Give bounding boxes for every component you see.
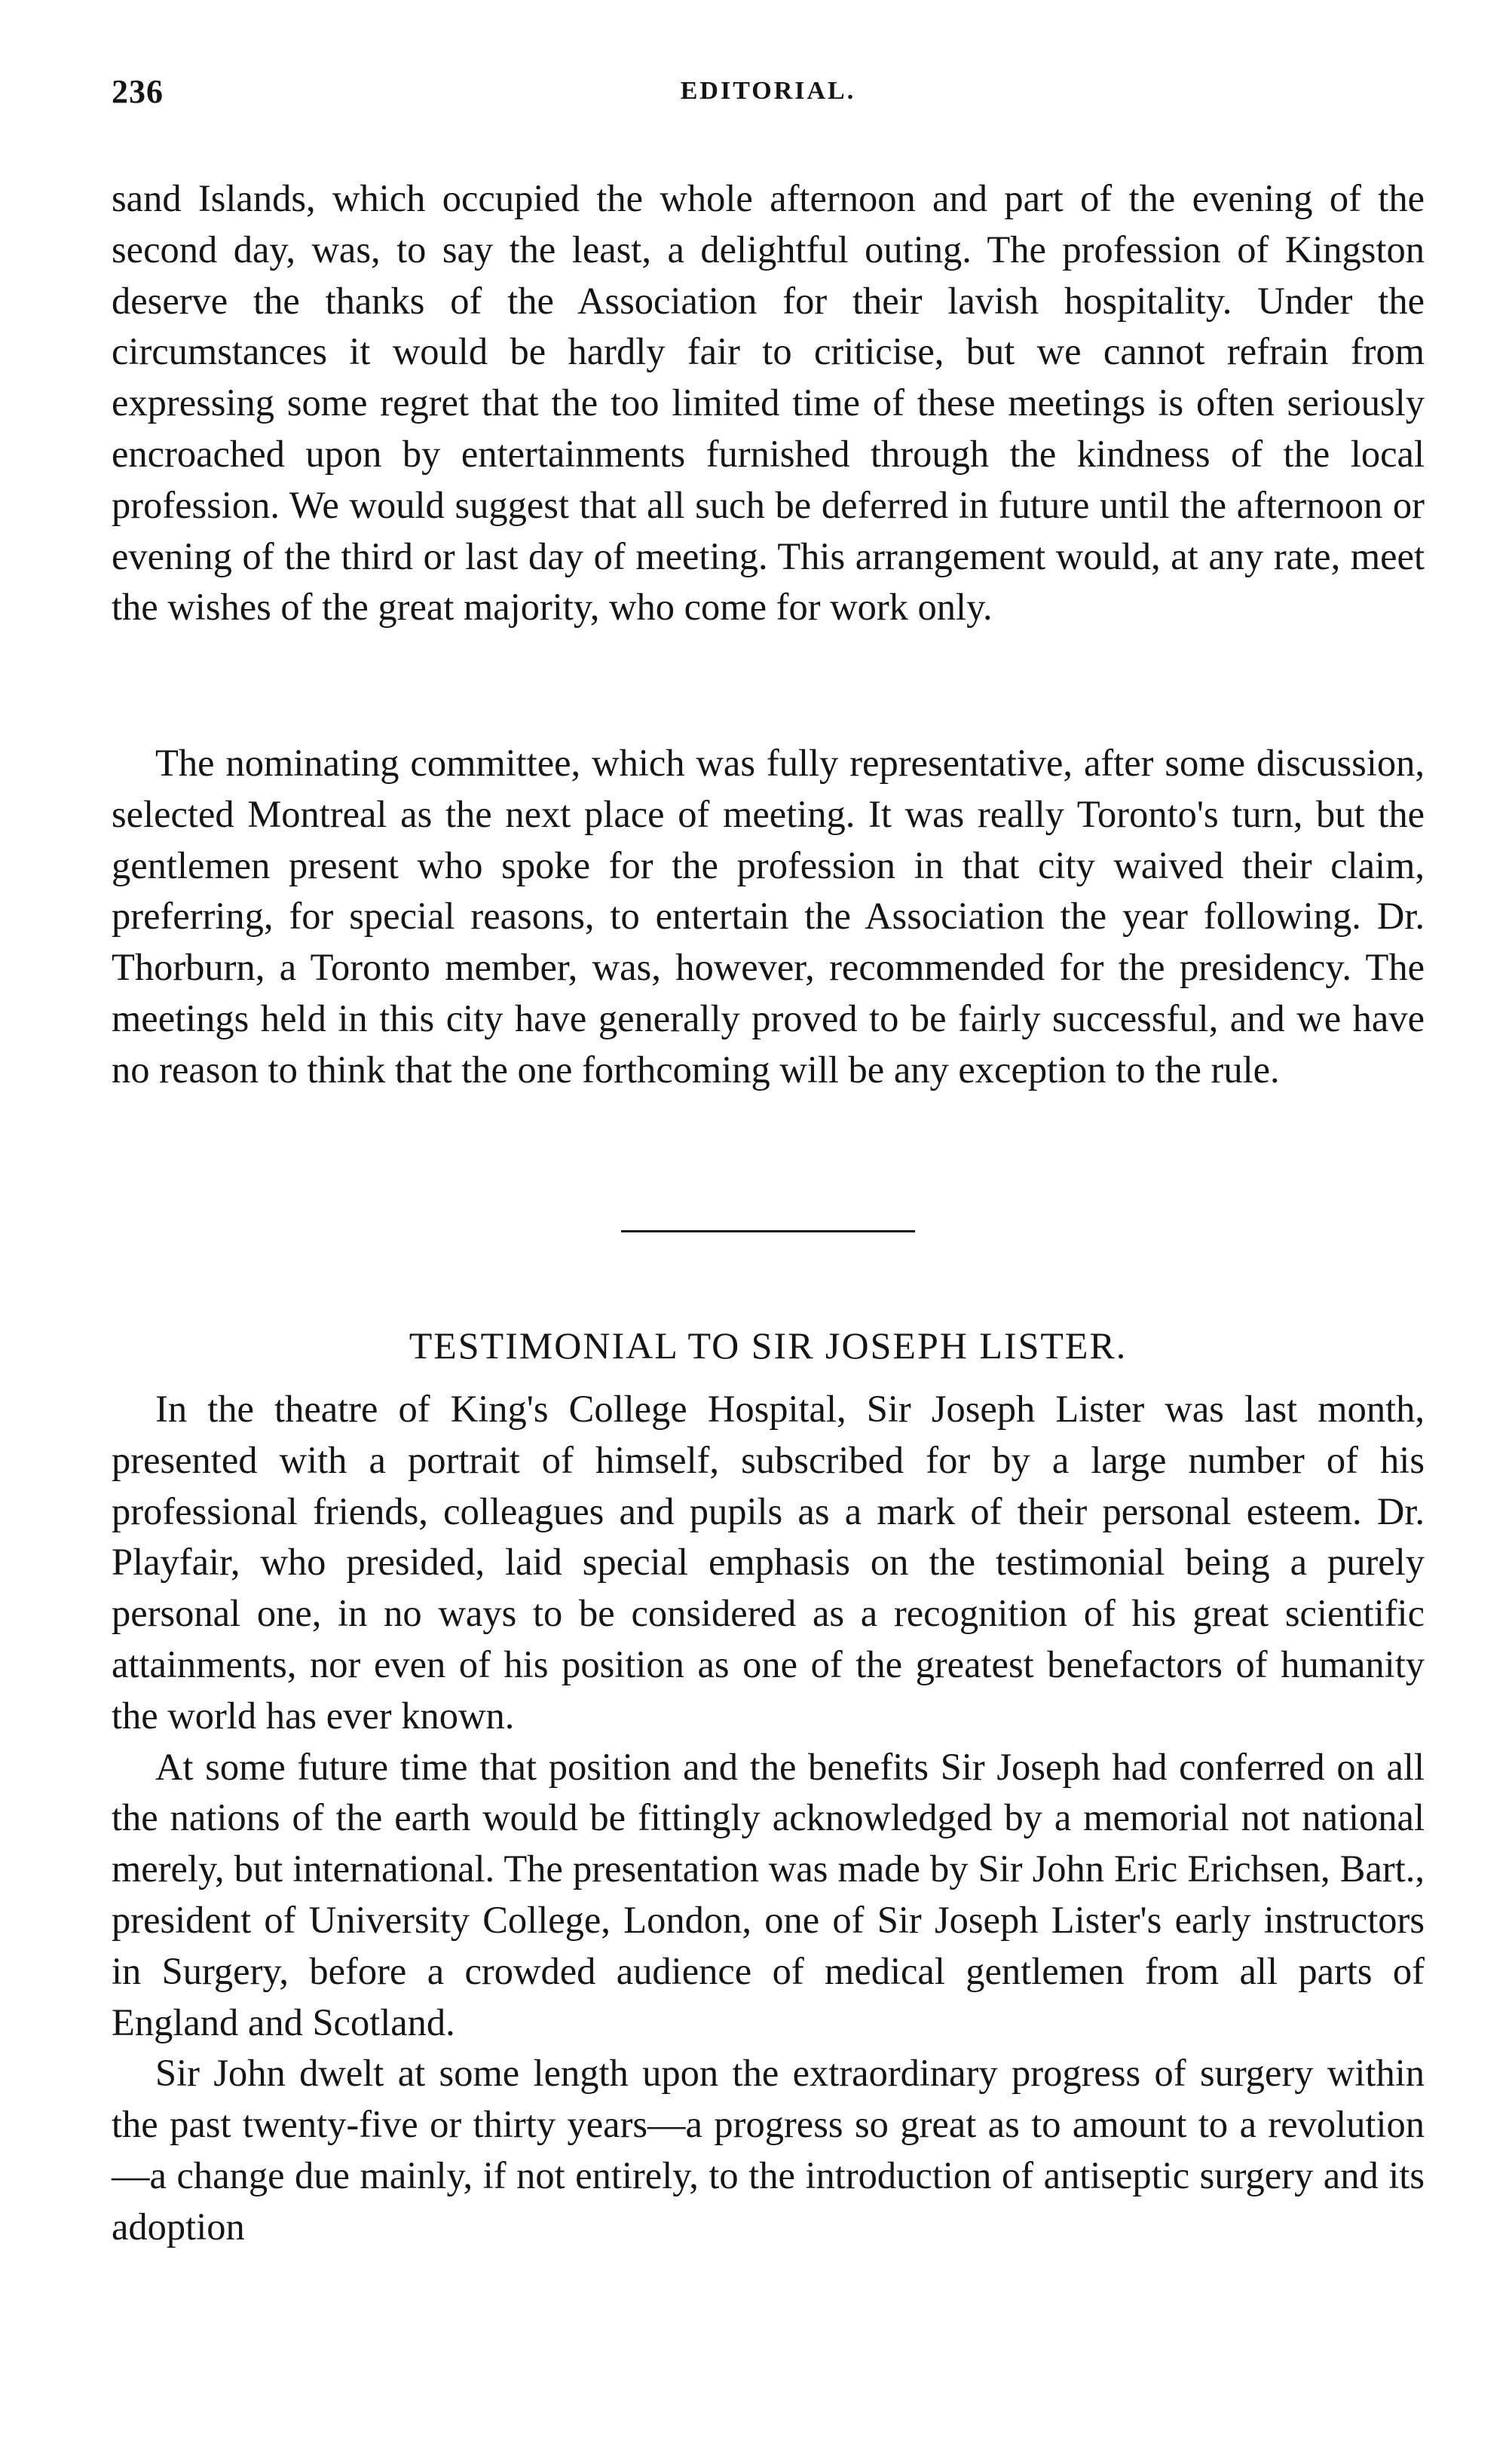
testimonial-paragraph-1: In the theatre of King's College Hospital, Sir Joseph Lister was last month, presented with a portrait of himself, subscribed for by a large number of his professional friends, colleagues and pupils as a mark of their personal esteem. Dr. Playfair, who presided, laid special emphasis on the testimonial being a purely personal one, in no ways to be considered as a recognition of his great scientific attainments, nor even of his position as one of the greatest benefactors of humanity the world has ever known.	[112, 1388, 1425, 1737]
section-heading: TESTIMONIAL TO SIR JOSEPH LISTER.	[409, 1324, 1128, 1367]
section-divider	[112, 1230, 1425, 1233]
editorial-paragraph-2: The nominating committee, which was fully representative, after some discussion, selected Montreal as the next place of meeting. It was really Toronto's turn, but the gentlemen present who spoke for the profession in that city waived their claim, preferring, for special reasons, to entertain the Association the year following. Dr. Thorburn, a Toronto member, was, however, recommended for the presidency. The meetings held in this city have generally proved to be fairly successful, and we have no reason to think that the one forthcoming will be any exception to the rule.	[112, 742, 1425, 1091]
divider-rule	[621, 1230, 915, 1232]
testimonial-body	[112, 1384, 1425, 2253]
running-head	[112, 72, 1425, 133]
testimonial-paragraph-3: Sir John dwelt at some length upon the extraordinary progress of surgery within the past twenty-five or thirty years—a progress so great as to amount to a revolution—a change due mainly, if not entirely, to the introduction of antiseptic surgery and its adoption	[112, 2052, 1425, 2248]
editorial-paragraph-1: sand Islands, which occupied the whole afternoon and part of the evening of the second day, was, to say the least, a delightful outing. The profession of Kingston deserve the thanks of the Association for their lavish hospitality. Under the circumstances it would be hardly fair to criticise, but we cannot refrain from expressing some regret that the too limited time of these meetings is often seriously encroached upon by entertainments furnished through the kindness of the local profession. We would suggest that all such be deferred in future until the afternoon or evening of the third or last day of meeting. This arrangement would, at any rate, meet the wishes of the great majority, who come for work only.	[112, 177, 1425, 629]
testimonial-paragraph-2: At some future time that position and the benefits Sir Joseph had conferred on all the nations of the earth would be fittingly acknowledged by a memorial not national merely, but international. The presentation was made by Sir John Eric Erichsen, Bart., president of University College, London, one of Sir Joseph Lister's early instructors in Surgery, before a crowded audience of medical gentlemen from all parts of England and Scotland.	[112, 1745, 1425, 2043]
running-title: EDITORIAL.	[680, 77, 856, 105]
page	[112, 72, 1425, 2248]
page-number: 236	[112, 73, 164, 110]
